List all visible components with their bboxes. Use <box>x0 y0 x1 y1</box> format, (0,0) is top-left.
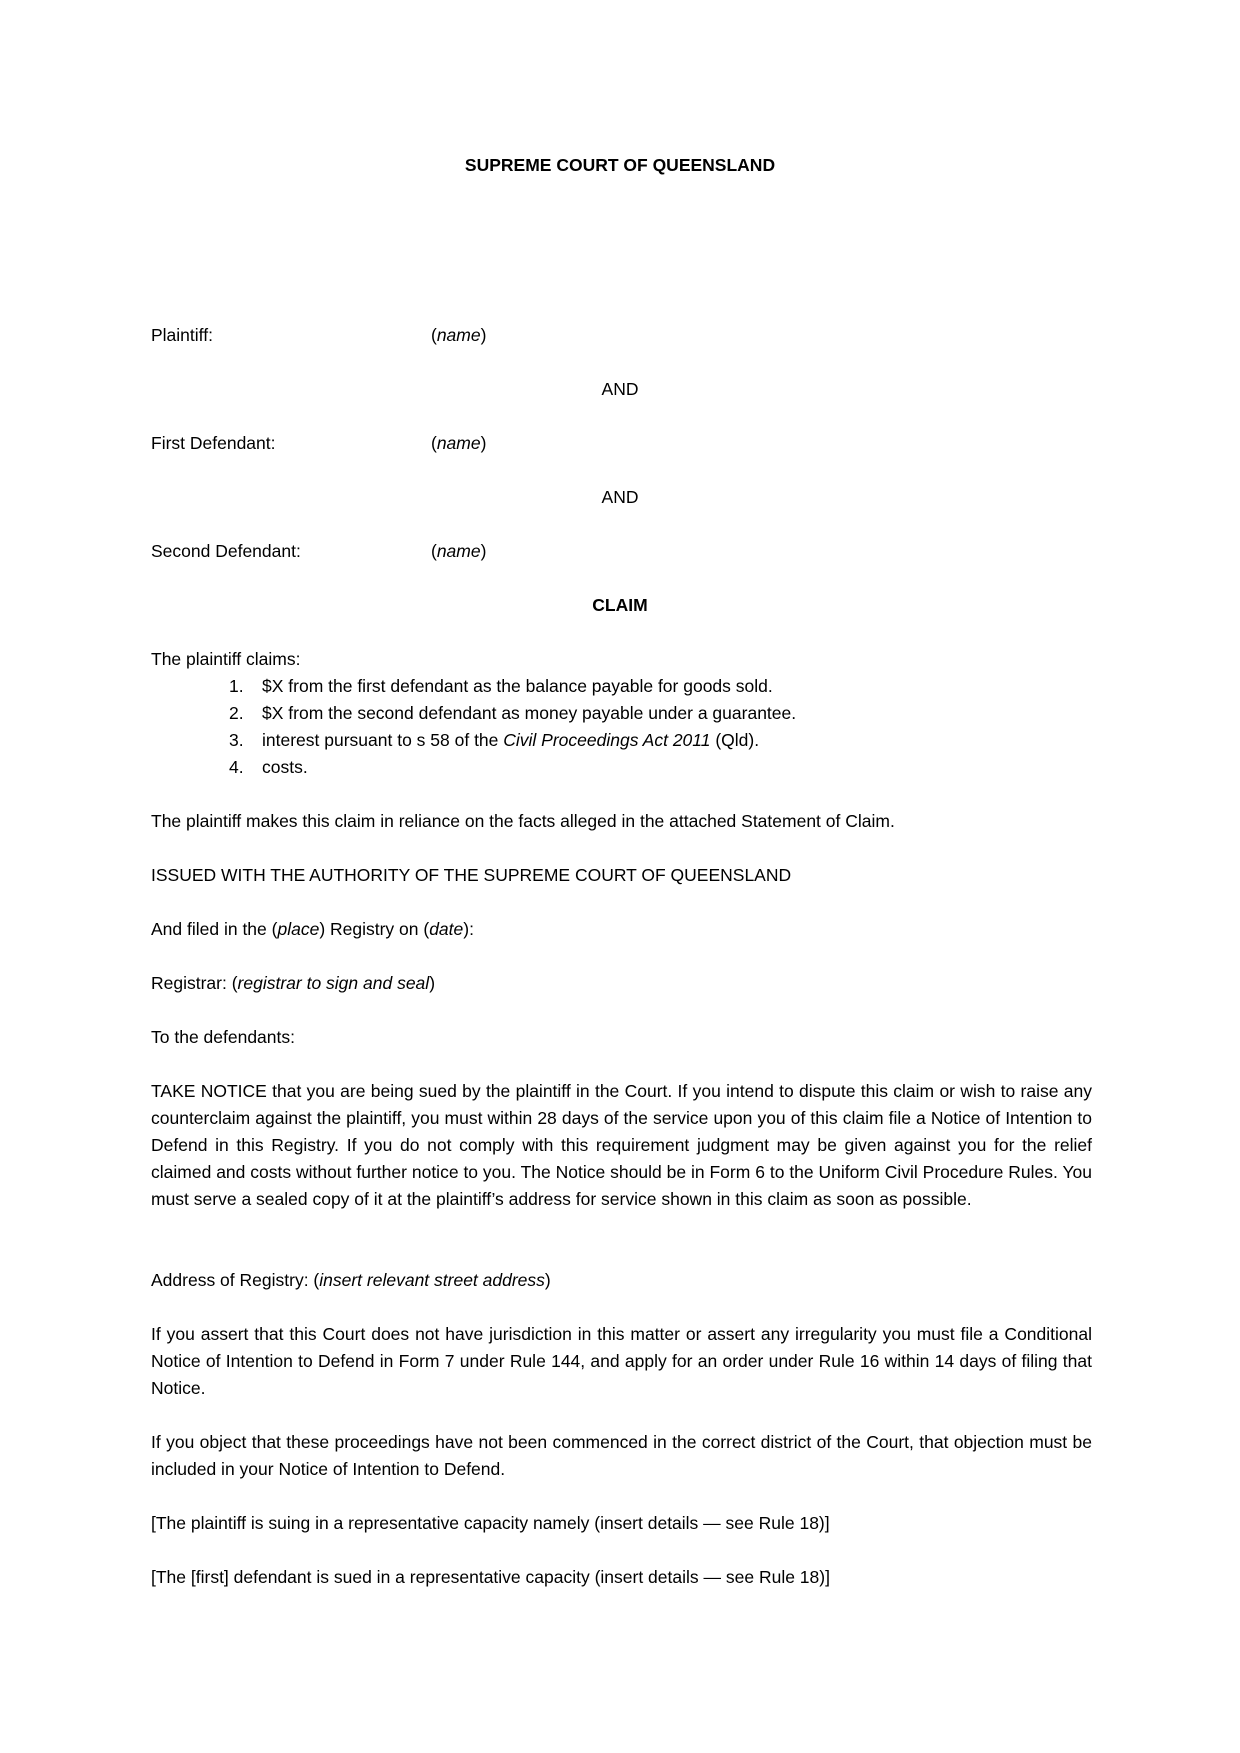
first-defendant-name: (name) <box>431 433 487 453</box>
court-title: SUPREME COURT OF QUEENSLAND <box>464 155 776 175</box>
issued-statement: ISSUED WITH THE AUTHORITY OF THE SUPREME COURT OF QUEENSLAND <box>151 865 792 885</box>
take-notice-paragraph: TAKE NOTICE that you are being sued by the plaintiff in the Court. If you intend to dispute this claim or wish to raise any counterclaim against the plaintiff, you must within 28 days of the service upon you of this claim file a Notice of Intention to Defend in this Registry. If you do not comply with this requirement judgment may be given against you for the relief claimed and costs without further notice to you. The Notice should be in Form 6 to the Uniform Civil Procedure Rules. You must serve a sealed copy of it at the plaintiff’s address for service shown in this claim as soon as possible. <box>151 1081 1092 1209</box>
second-defendant-label: Second Defendant: <box>151 541 301 561</box>
reliance-statement: The plaintiff makes this claim in reliance on the facts alleged in the attached Statement of Claim. <box>151 811 895 831</box>
list-item: 4. costs. <box>229 757 308 777</box>
list-item: 3. interest pursuant to s 58 of the Civil Proceedings Act 2011 (Qld). <box>229 730 760 750</box>
plaintiff-name: (name) <box>431 325 487 345</box>
registrar-line: Registrar: (registrar to sign and seal) <box>151 973 436 993</box>
registry-address: Address of Registry: (insert relevant street address) <box>151 1270 551 1290</box>
list-item: 1. $X from the first defendant as the balance payable for goods sold. <box>229 676 773 696</box>
district-objection-paragraph: If you object that these proceedings have not been commenced in the correct district of the Court, that objection must be included in your Notice of Intention to Defend. <box>151 1432 1092 1479</box>
plaintiff-label: Plaintiff: <box>151 325 213 345</box>
jurisdiction-paragraph: If you assert that this Court does not have jurisdiction in this matter or assert any irregularity you must file a Conditional Notice of Intention to Defend in Form 7 under Rule 144, and apply for an order under Rule 16 within 14 days of filing that Notice. <box>151 1324 1092 1398</box>
defendant-representative-note: [The [first] defendant is sued in a representative capacity (insert details — see Rule 18)] <box>151 1567 830 1587</box>
claim-heading: CLAIM <box>592 595 648 615</box>
second-defendant-name: (name) <box>431 541 487 561</box>
claims-list <box>229 673 1092 781</box>
list-item: 2. $X from the second defendant as money payable under a guarantee. <box>229 703 797 723</box>
plaintiff-representative-note: [The plaintiff is suing in a representative capacity namely (insert details — see Rule 18)] <box>151 1513 830 1533</box>
first-defendant-label: First Defendant: <box>151 433 276 453</box>
and-separator-1: AND <box>601 379 639 399</box>
filed-statement: And filed in the (place) Registry on (date): <box>151 919 474 939</box>
claims-intro: The plaintiff claims: <box>151 649 301 669</box>
to-defendants: To the defendants: <box>151 1027 295 1047</box>
and-separator-2: AND <box>601 487 639 507</box>
